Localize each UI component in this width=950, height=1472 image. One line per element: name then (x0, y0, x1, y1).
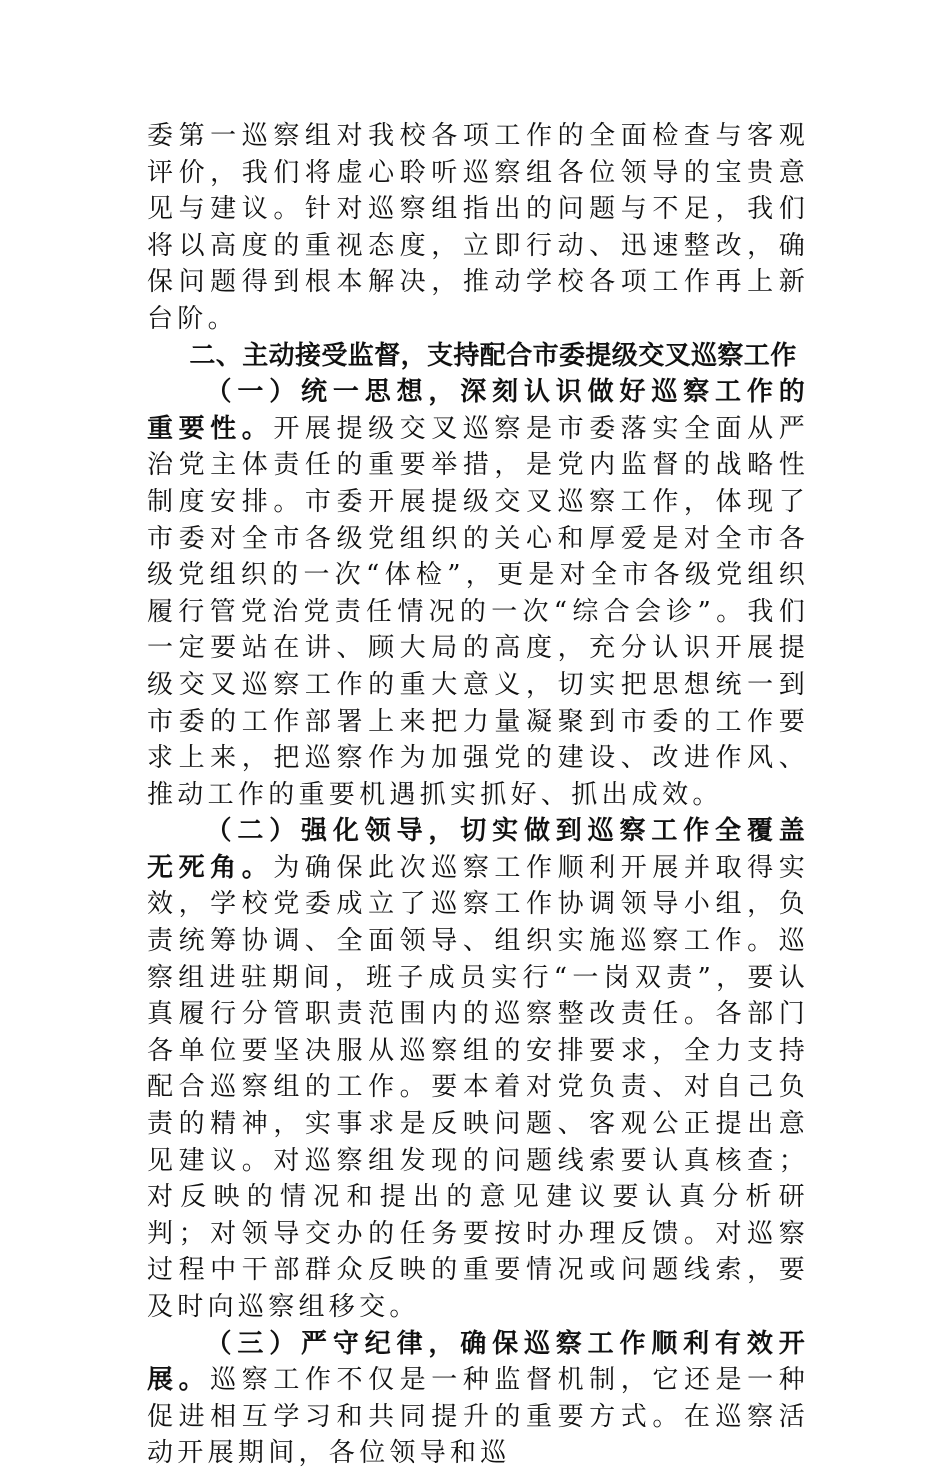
subsection-1-body: 开展提级交叉巡察是市委落实全面从严治党主体责任的重要举措，是党内监督的战略性制度安排。市委开展提级交叉巡察工作，体现了市委对全市各级党组织的关心和厚爱是对全市各级党组织的一次“体检”，更是对全市各级党组织履行管党治党责任情况的一次“综合会诊”。我们一定要站在讲、顾大局的高度，充分认识开展提级交叉巡察工作的重大意义，切实把思想统一到市委的工作部署上来把力量凝聚到市委的工作要求上来，把巡察作为加强党的建设、改进作风、推动工作的重要机遇抓实抓好、抓出成效。 (147, 413, 809, 810)
section-heading: 二、主动接受监督，支持配合市委提级交叉巡察工作 (189, 340, 797, 371)
subsection-2 (147, 813, 809, 1325)
subsection-1-title: （一）统一思想，深刻认识做好巡察工作的重要性。 (147, 377, 809, 444)
document-page (147, 118, 809, 1472)
subsection-2-title: （二）强化领导，切实做到巡察工作全覆盖无死角。 (147, 816, 809, 883)
subsection-2-body: 为确保此次巡察工作顺利开展并取得实效，学校党委成立了巡察工作协调领导小组，负责统筹协调、全面领导、组织实施巡察工作。巡察组进驻期间，班子成员实行“一岗双责”，要认真履行分管职责范围内的巡察整改责任。各部门各单位要坚决服从巡察组的安排要求，全力支持配合巡察组的工作。要本着对党负责、对自己负责的精神，实事求是反映问题、客观公正提出意见建议。对巡察组发现的问题线索要认真核查；对反映的情况和提出的意见建议要认真分析研判；对领导交办的任务要按时办理反馈。对巡察过程中干部群众反映的重要情况或问题线索，要及时向巡察组移交。 (147, 852, 809, 1322)
subsection-3 (147, 1326, 809, 1472)
subsection-3-body: 巡察工作不仅是一种监督机制，它还是一种促进相互学习和共同提升的重要方式。在巡察活动开展期间，各位领导和巡 (147, 1365, 809, 1469)
subsection-3-title: （三）严守纪律，确保巡察工作顺利有效开展。 (147, 1328, 809, 1396)
subsection-1 (147, 374, 809, 813)
intro-paragraph: 委第一巡察组对我校各项工作的全面检查与客观评价，我们将虚心聆听巡察组各位领导的宝贵意见与建议。针对巡察组指出的问题与不足，我们将以高度的重视态度，立即行动、迅速整改，确保问题得到根本解决，推动学校各项工作再上新台阶。 (147, 121, 809, 334)
